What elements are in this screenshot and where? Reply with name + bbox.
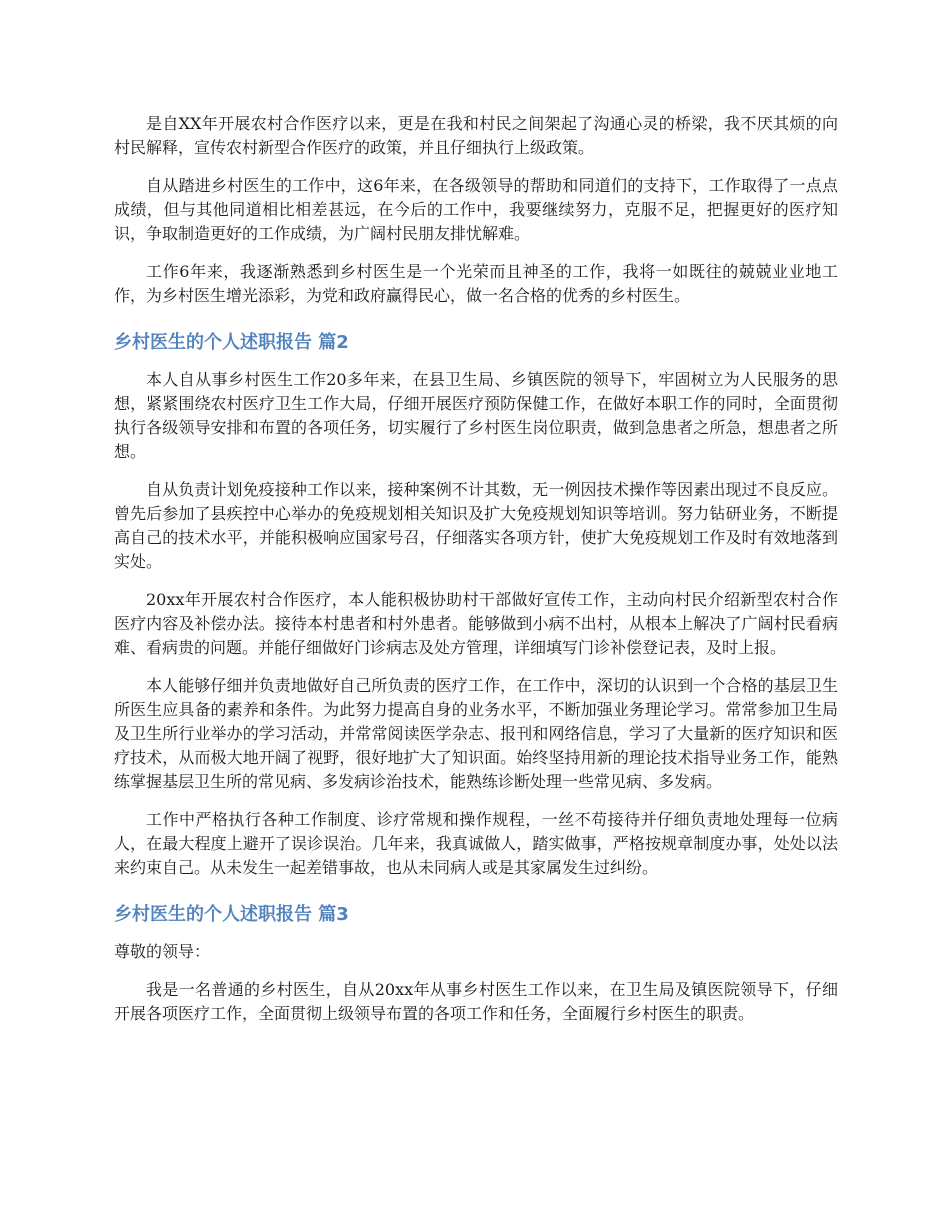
- paragraph: 工作中严格执行各种工作制度、诊疗常规和操作规程，一丝不苟接待并仔细负责地处理每一位病人，在最大程度上避开了误诊误治。几年来，我真诚做人，踏实做事，严格按规章制度办事，处处以法来约束自己。从未发生一起差错事故，也从未同病人或是其家属发生过纠纷。: [114, 810, 838, 877]
- salutation: 尊敬的领导：: [114, 942, 211, 961]
- paragraph: 本人能够仔细并负责地做好自己所负责的医疗工作，在工作中，深切的认识到一个合格的基层卫生所医生应具备的素养和条件。为此努力提高自身的业务水平，不断加强业务理论学习。常常参加卫生局及卫生所行业举办的学习活动，并常常阅读医学杂志、报刊和网络信息，学习了大量新的医疗知识和医疗技术，从而极大地开阔了视野，很好地扩大了知识面。始终坚持用新的理论技术指导业务工作，能熟练掌握基层卫生所的常见病、多发病诊治技术，能熟练诊断处理一些常见病、多发病。: [114, 676, 838, 791]
- paragraph: 自从负责计划免疫接种工作以来，接种案例不计其数，无一例因技术操作等因素出现过不良反应。曾先后参加了县疾控中心举办的免疫规划相关知识及扩大免疫规划知识等培训。努力钻研业务，不断提高自己的技术水平，并能积极响应国家号召，仔细落实各项方针，使扩大免疫规划工作及时有效地落到实处。: [114, 480, 838, 571]
- paragraph: 工作6年来，我逐渐熟悉到乡村医生是一个光荣而且神圣的工作，我将一如既往的兢兢业业地工作，为乡村医生增光添彩，为党和政府赢得民心，做一名合格的优秀的乡村医生。: [114, 262, 838, 305]
- paragraph: 自从踏进乡村医生的工作中，这6年来，在各级领导的帮助和同道们的支持下，工作取得了一点点成绩，但与其他同道相比相差甚远，在今后的工作中，我要继续努力，克服不足，把握更好的医疗知识，争取制造更好的工作成绩，为广阔村民朋友排忧解难。: [114, 176, 838, 243]
- section-heading: 乡村医生的个人述职报告 篇3: [114, 904, 349, 925]
- paragraph: 是自XX年开展农村合作医疗以来，更是在我和村民之间架起了沟通心灵的桥梁，我不厌其烦的向村民解释，宣传农村新型合作医疗的政策，并且仔细执行上级政策。: [114, 114, 838, 157]
- paragraph: 20xx年开展农村合作医疗，本人能积极协助村干部做好宣传工作，主动向村民介绍新型农村合作医疗内容及补偿办法。接待本村患者和村外患者。能够做到小病不出村，从根本上解决了广阔村民看病难、看病贵的问题。并能仔细做好门诊病志及处方管理，详细填写门诊补偿登记表，及时上报。: [114, 590, 838, 657]
- paragraph: 我是一名普通的乡村医生，自从20xx年从事乡村医生工作以来，在卫生局及镇医院领导下，仔细开展各项医疗工作，全面贯彻上级领导布置的各项工作和任务，全面履行乡村医生的职责。: [114, 980, 838, 1023]
- paragraph: 本人自从事乡村医生工作20多年来，在县卫生局、乡镇医院的领导下，牢固树立为人民服务的思想，紧紧围绕农村医疗卫生工作大局，仔细开展医疗预防保健工作，在做好本职工作的同时，全面贯彻执行各级领导安排和布置的各项任务，切实履行了乡村医生岗位职责，做到急患者之所急，想患者之所想。: [114, 370, 838, 461]
- section-heading: 乡村医生的个人述职报告 篇2: [114, 332, 349, 353]
